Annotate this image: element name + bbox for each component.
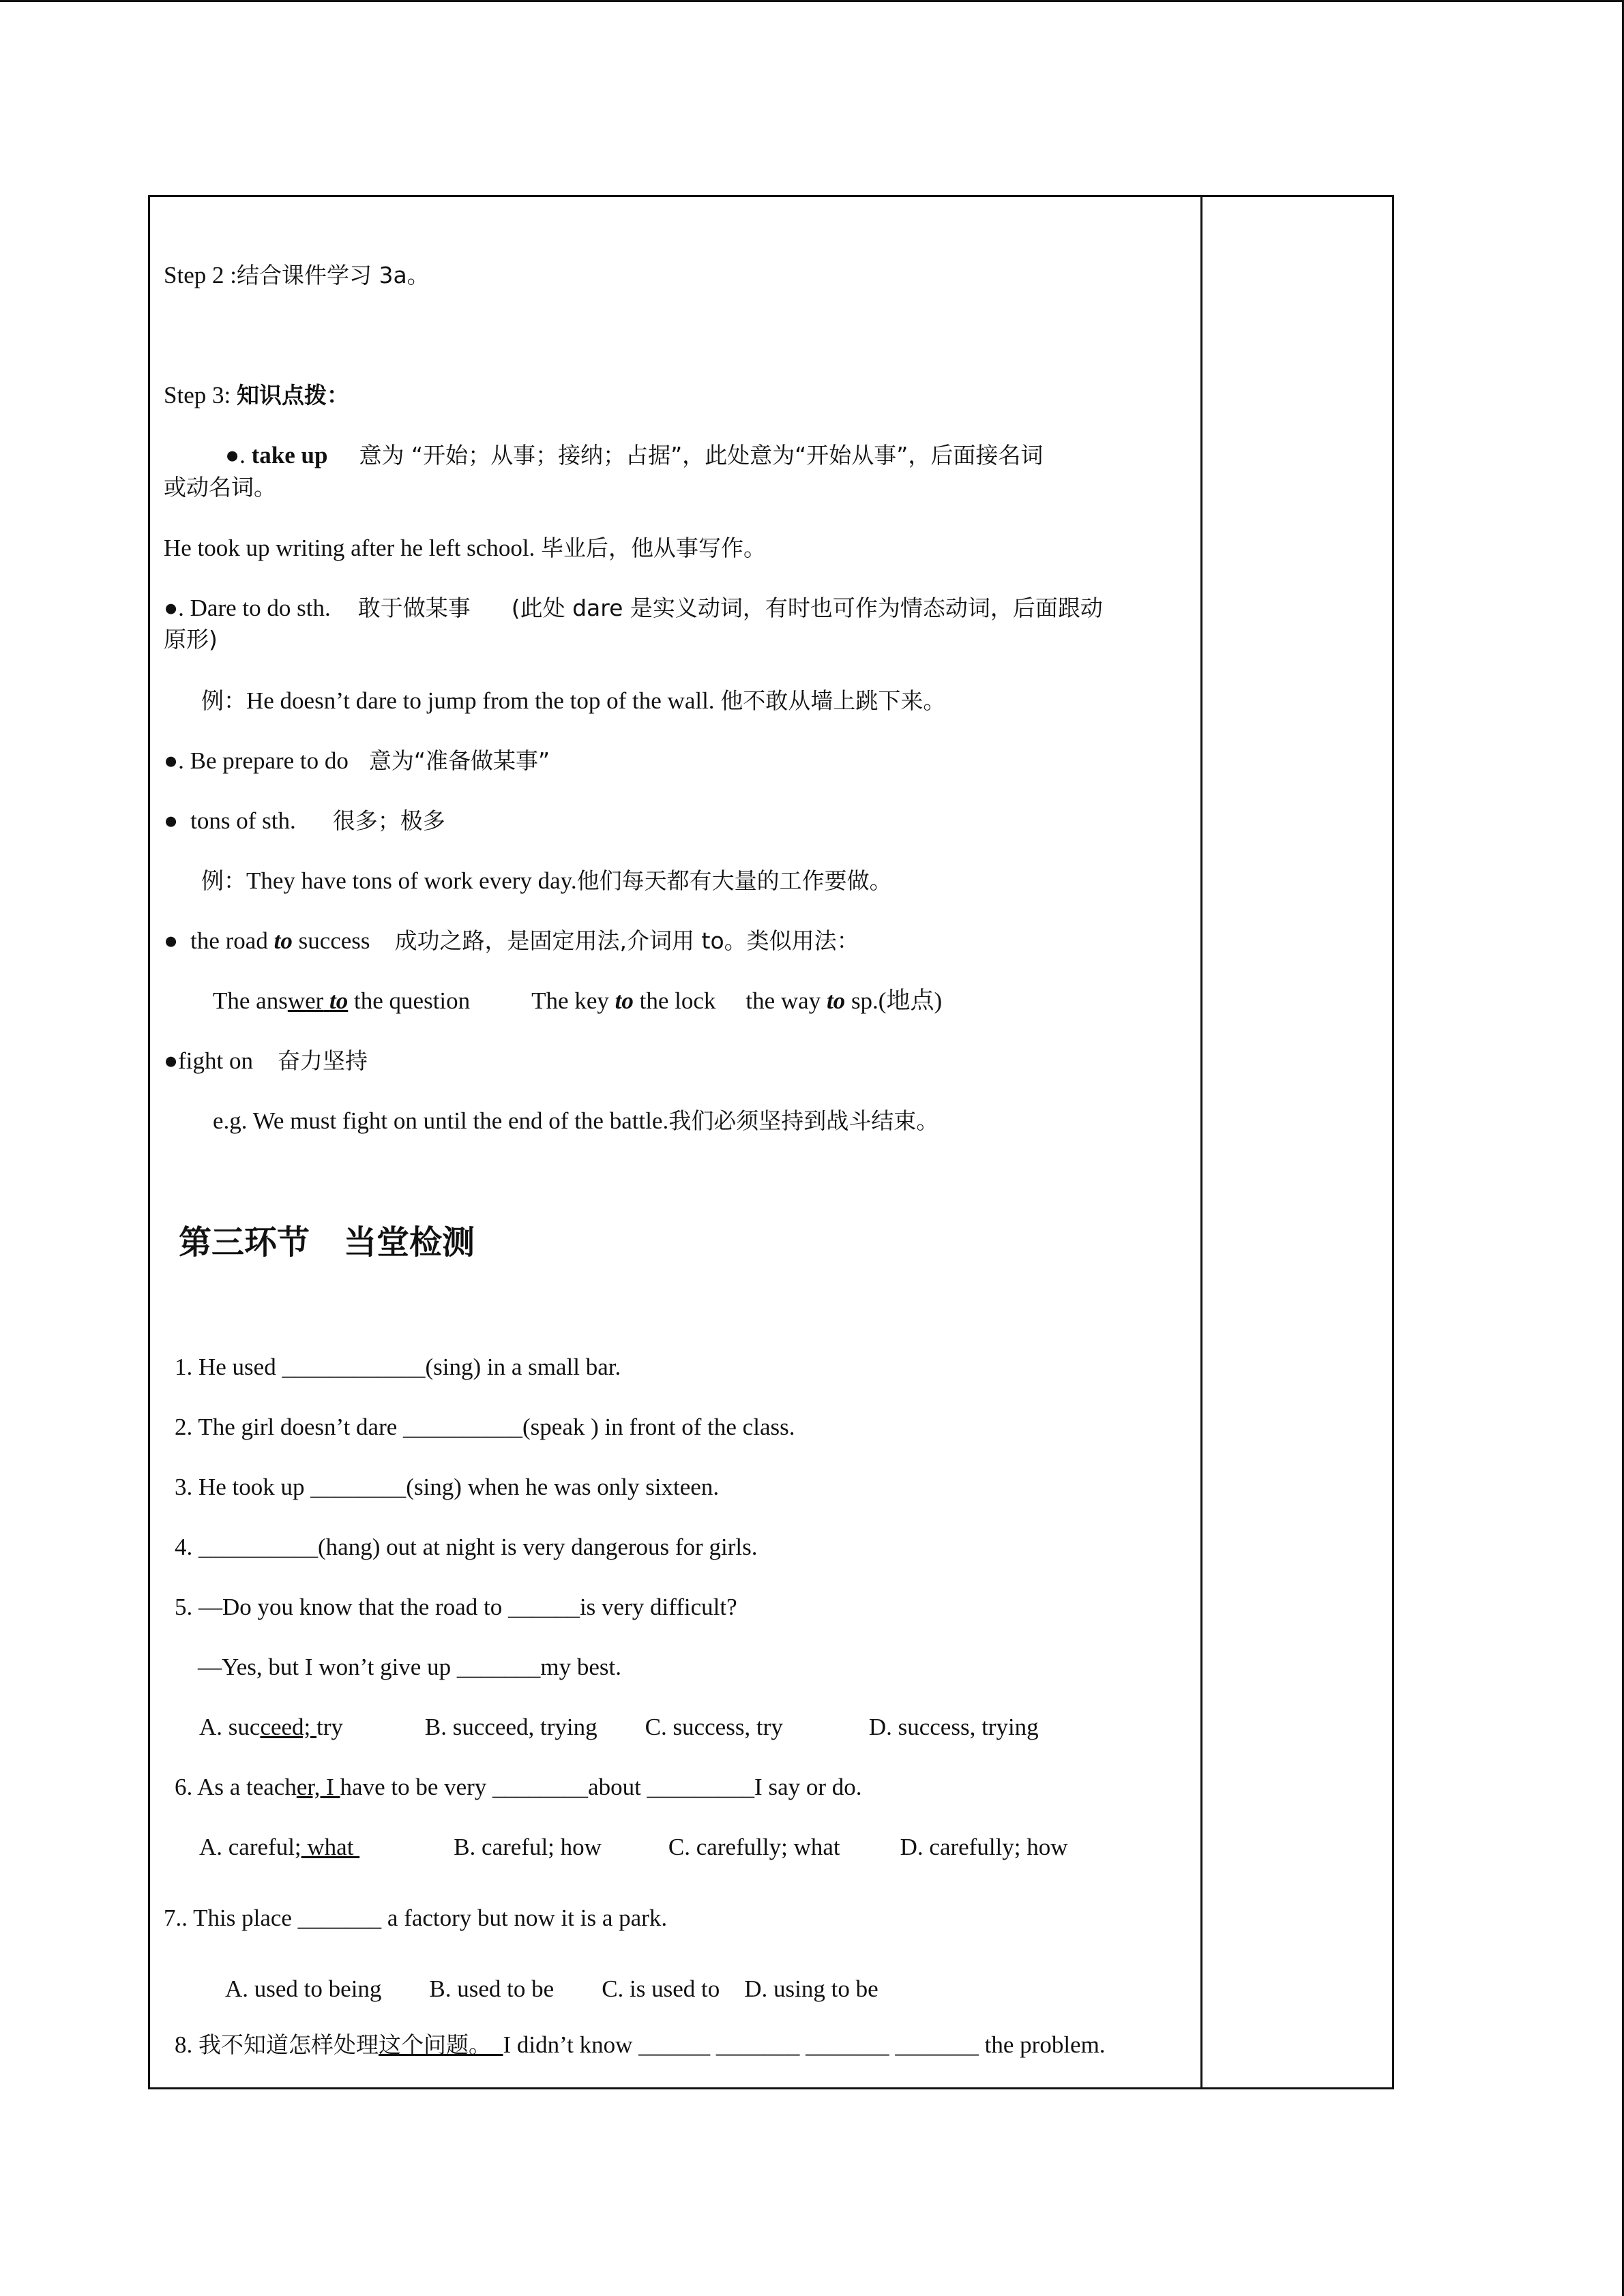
- section-heading: [179, 1223, 475, 1262]
- question-7-options: [225, 1974, 879, 2004]
- road-meaning: 成功之路，是固定用法,介词用 to。类似用法：: [394, 927, 859, 954]
- dare-note-cont: 原形): [164, 626, 218, 653]
- section-heading-part1: 第三环节: [179, 1223, 310, 1262]
- fight-phrase: fight on: [178, 1047, 253, 1074]
- bullet: ●: [164, 1047, 179, 1074]
- example-en: He doesn’t dare to jump from the top of the wall.: [246, 687, 715, 714]
- example-zh: 他们每天都有大量的工作要做。: [576, 867, 892, 894]
- similar-c-part2: sp.(地点): [851, 987, 943, 1014]
- similar-a-part2: wer: [287, 987, 324, 1014]
- similar-a-part1: The ans: [213, 987, 288, 1014]
- example-zh: 我们必须坚持到战斗结束。: [668, 1107, 939, 1134]
- example-zh: 他不敢从墙上跳下来。: [720, 687, 946, 714]
- road-phrase-to: to: [274, 927, 293, 954]
- question-8: [175, 2030, 1106, 2060]
- dare-meaning: 敢于做某事: [357, 595, 471, 621]
- example-en: He took up writing after he left school.: [164, 535, 535, 561]
- question-2: 2. The girl doesn’t dare __________(speak ) in front of the class.: [175, 1414, 795, 1440]
- step3-line: [164, 381, 349, 411]
- question-1: 1. He used ____________(sing) in a small bar.: [175, 1354, 621, 1380]
- similar-b-part1: The key: [531, 987, 609, 1014]
- bullet: ●.: [164, 595, 184, 621]
- question-6-part1: 6. As a teach: [175, 1774, 297, 1800]
- take-up-line2: [164, 473, 276, 503]
- take-up-phrase: take up: [251, 442, 328, 468]
- question-8-zh-part1: 我不知道怎样处理: [198, 2031, 379, 2058]
- question-4: 4. __________(hang) out at night is very dangerous for girls.: [175, 1534, 758, 1560]
- step2-label: Step 2 :: [164, 262, 237, 288]
- step3-label: Step 3:: [164, 382, 231, 408]
- question-8-zh-part2: 这个问题。: [379, 2031, 491, 2058]
- example-prefix: 例：: [201, 867, 246, 894]
- prepare-phrase: Be prepare to do: [190, 747, 349, 774]
- lesson-table: [148, 195, 1394, 2089]
- example-prefix: 例：: [201, 687, 246, 714]
- bullet: ●: [164, 807, 179, 834]
- road-line: [164, 926, 859, 956]
- option-a-part2: what: [301, 1834, 360, 1860]
- option-a-part2: ceed;: [260, 1714, 317, 1740]
- example-en: e.g. We must fight on until the end of the battle.: [213, 1107, 669, 1134]
- fight-meaning: 奋力坚持: [278, 1047, 368, 1074]
- option-c: C. is used to: [602, 1976, 720, 2002]
- step3-title: 知识点拨：: [236, 382, 349, 408]
- question-6-part2: er, I: [296, 1774, 340, 1800]
- question-5: 5. —Do you know that the road to ______is very difficult?: [175, 1594, 737, 1620]
- dare-line2: [164, 625, 218, 655]
- option-a: A. used to being: [225, 1976, 382, 2002]
- road-phrase-b: success: [298, 927, 370, 954]
- question-3: 3. He took up ________(sing) when he was only sixteen.: [175, 1474, 720, 1500]
- question-6-options: [199, 1832, 1068, 1862]
- similar-a-to: to: [329, 987, 349, 1014]
- page-top-border: [0, 0, 1624, 2]
- similar-a-part3: the question: [354, 987, 471, 1014]
- tons-meaning: 很多；极多: [332, 807, 445, 834]
- tons-phrase: tons of sth.: [190, 807, 296, 834]
- bullet: ●: [164, 927, 179, 954]
- bullet: ●.: [225, 442, 246, 468]
- example-en: They have tons of work every day.: [246, 867, 577, 894]
- take-up-line: [225, 441, 1043, 471]
- similar-b-to: to: [615, 987, 634, 1014]
- question-8-en: I didn’t know ______ _______ _______ _______ the problem.: [503, 2031, 1106, 2058]
- bullet: ●.: [164, 747, 184, 774]
- option-b: B. succeed, trying: [424, 1714, 597, 1740]
- question-5-options: [199, 1712, 1039, 1742]
- option-a-part1: A. suc: [199, 1714, 261, 1740]
- option-c: C. carefully; what: [668, 1834, 840, 1860]
- prepare-line: [164, 746, 550, 776]
- table-column-divider: [1200, 195, 1202, 2089]
- option-d: D. using to be: [744, 1976, 879, 2002]
- dare-note: (此处 dare 是实义动词，有时也可作为情态动词，后面跟动: [511, 595, 1103, 621]
- similar-usage-line: [213, 986, 942, 1016]
- section-heading-part2: 当堂检测: [344, 1223, 475, 1262]
- option-c: C. success, try: [645, 1714, 783, 1740]
- fight-line: [164, 1046, 368, 1076]
- option-b: B. careful; how: [454, 1834, 602, 1860]
- prepare-meaning: 意为“准备做某事”: [368, 747, 550, 774]
- question-6: [175, 1772, 862, 1802]
- take-up-meaning: 意为 “开始；从事；接纳；占据”，此处意为“开始从事”，后面接名词: [359, 442, 1044, 468]
- tons-example: [201, 866, 892, 896]
- dare-line: [164, 593, 1103, 623]
- dare-example: [201, 686, 945, 716]
- option-a-part1: A. careful;: [199, 1834, 301, 1860]
- option-a-part3: try: [316, 1714, 343, 1740]
- road-phrase-a: the road: [190, 927, 268, 954]
- question-5-reply: —Yes, but I won’t give up _______my best.: [198, 1654, 621, 1680]
- similar-c-part1: the way: [745, 987, 821, 1014]
- fight-example: [213, 1106, 939, 1136]
- take-up-example: [164, 533, 766, 563]
- question-7: 7.. This place _______ a factory but now it is a park.: [164, 1905, 668, 1931]
- option-d: D. success, trying: [868, 1714, 1039, 1740]
- option-d: D. carefully; how: [900, 1834, 1068, 1860]
- similar-c-to: to: [826, 987, 846, 1014]
- question-6-part3: have to be very ________about _________I say or do.: [340, 1774, 862, 1800]
- option-b: B. used to be: [429, 1976, 555, 2002]
- step2-text: 结合课件学习 3a。: [236, 262, 430, 288]
- example-zh: 毕业后，他从事写作。: [541, 535, 767, 561]
- question-8-number: 8.: [175, 2031, 193, 2058]
- similar-b-part2: the lock: [639, 987, 716, 1014]
- dare-phrase: Dare to do sth.: [190, 595, 331, 621]
- take-up-meaning-cont: 或动名词。: [164, 474, 276, 501]
- step2-line: [164, 260, 430, 290]
- tons-line: [164, 806, 445, 836]
